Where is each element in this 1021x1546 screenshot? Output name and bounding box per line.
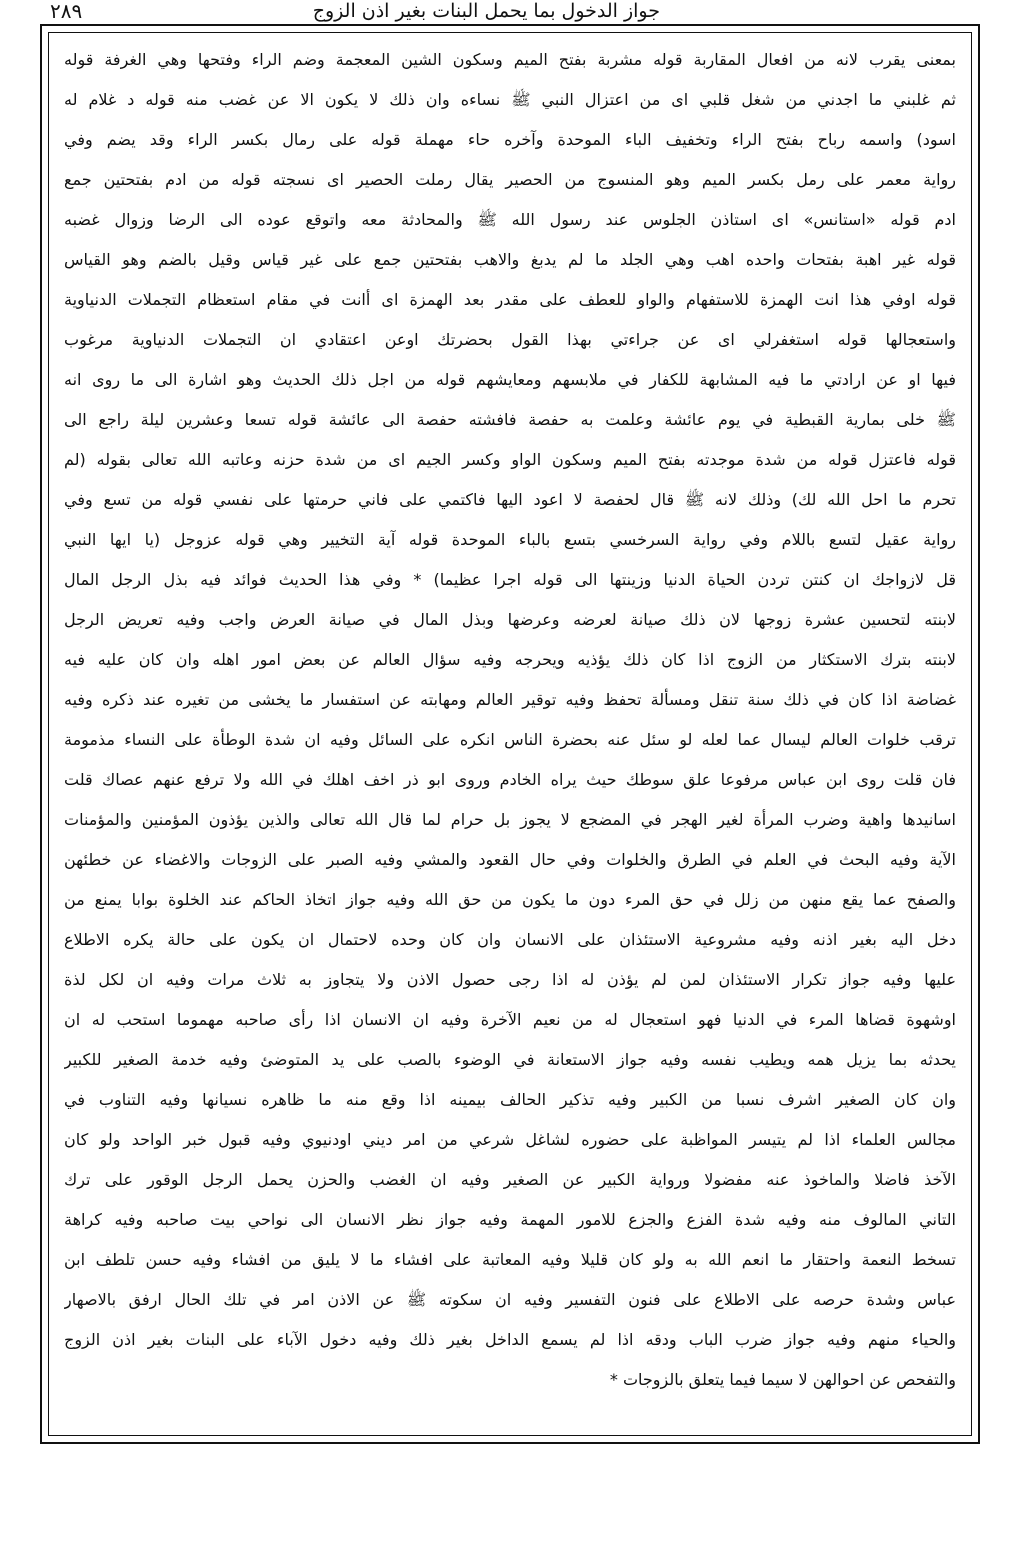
- text-line: الآية وفيه البحث في العلم في الطرق والخلوات وفي حال القعود والمشي وفيه الصبر على الزوجات والاغضاء عن خطئهن: [64, 850, 956, 869]
- text-line: قوله غير اهبة بفتحات واحده اهب وهي الجلد ما لم يدبغ والاهب بفتحتين جمع على غير قياس وقيل بالضم وهو القياس: [64, 250, 956, 269]
- text-line: والصفح عما يقع منهن من زلل في حق المرء دون ما يكون من حق الله وفيه جواز اتخاذ الحاكم عند الخلوة بوابا يمنع من: [64, 890, 956, 909]
- running-header-title: جواز الدخول بما يحمل البنات بغير اذن الزوج: [312, 0, 660, 22]
- text-line: اسانيدها واهية وضرب المرأة لغير الهجر في المضجع لا يجوز بل حرام لما قال الله تعالى والذين يؤذون المؤمنين والمؤمنات: [64, 810, 956, 829]
- text-line: قوله فاعتزل قوله من شدة موجدته بفتح الميم وسكون الواو وكسر الجيم اى من شدة حزنه وعاتبه الله تعالى بقوله (لم: [64, 450, 956, 469]
- text-line: ادم قوله «استانس» اى استاذن الجلوس عند رسول الله ﷺ والمحادثة معه واتوقع عوده الى الرضا وزوال غضبه: [64, 210, 956, 229]
- text-line: تحرم ما احل الله لك) وذلك لانه ﷺ قال لحفصة لا اعود اليها فاكتمي على فاني حرمتها على نفسي قوله من تسع وفي: [64, 490, 956, 509]
- text-line: دخل اليه بغير اذنه وفيه مشروعية الاستئذان على الانسان وان كان وحده لاحتمال ان يكون على حالة يكره الاطلاع: [64, 930, 956, 949]
- text-line: التاني المالوف منه وفيه شدة الفزع والجزع للامور المهمة وفيه جواز نظر الانسان الى نواحي بيت صاحبه وفيه كراهة: [64, 1210, 956, 1229]
- text-line: يحدثه بما يزيل همه ويطيب نفسه وفيه جواز الاستعانة في الوضوء بالصب على يد المتوضئ وفيه خدمة الصغير للكبير: [64, 1050, 956, 1069]
- text-line: عباس وشدة حرصه على الاطلاع على فنون التفسير وفيه ان سكوته ﷺ عن الاذن امر في تلك الحال ارفق بالاصهار: [64, 1290, 956, 1309]
- text-line: الآخذ فاضلا والماخوذ عنه مفضولا ورواية الكبير عن الصغير وفيه ان الغضب والحزن يحمل الرجل الوقور على ترك: [64, 1170, 956, 1189]
- text-line: مجالس العلماء اذا لم يتيسر المواظبة على حضوره لشاغل شرعي من امر ديني اودنيوي وفيه قبول خبر الواحد ولو كان: [64, 1130, 956, 1149]
- text-line: ﷺ خلى بمارية القبطية في يوم عائشة وعلمت به حفصة فافشته حفصة الى عائشة قوله تسعا وعشرين ليلة راجع الى: [64, 410, 956, 429]
- text-line: اسود) واسمه رباح بفتح الراء وتخفيف الباء الموحدة وآخره حاء مهملة قوله على رمال بكسر الراء وقد يضم وفي: [64, 130, 956, 149]
- text-line: اوشهوة قضاها المرء في الدنيا فهو استعجال له من نعيم الآخرة وفيه ان الانسان اذا رأى صاحبه مهموما استحب له ان: [64, 1010, 956, 1029]
- text-line: بمعنى يقرب لانه من افعال المقاربة قوله مشربة بفتح الميم وسكون الشين المعجمة وضم الراء وفتحها وهي الغرفة قوله: [64, 50, 956, 69]
- text-line: والحياء منهم وفيه جواز ضرب الباب ودقه اذا لم يسمع الداخل بغير ذلك وفيه دخول الآباء على البنات بغير اذن الزوج: [64, 1330, 956, 1349]
- text-line: تسخط النعمة واحتقار ما انعم الله به ولو كان قليلا وفيه المعاتبة على افشاء ما لا يليق من افشاء وفيه حسن تلطف ابن: [64, 1250, 956, 1269]
- text-line: والتفحص عن احوالهن لا سيما فيما يتعلق بالزوجات *: [609, 1370, 956, 1389]
- text-line: لابنته لتحسين عشرة زوجها لان ذلك صيانة لعرضه وعرضها وبذل المال في صيانة العرض واجب وفيه تعريض الرجل: [64, 610, 956, 629]
- text-line: عليها وفيه جواز تكرار الاستئذان لمن لم يؤذن له اذا رجى حصول الاذن ولا يتجاوز به ثلاث مرات وفيه ان لكل لذة: [64, 970, 956, 989]
- text-line: وان كان الصغير اشرف نسبا من الكبير وفيه تذكير الحالف بيمينه اذا وقع منه ما ظاهره نسيانها وفيه التناوب في: [64, 1090, 956, 1109]
- page-number: ٢٨٩: [50, 0, 83, 23]
- commentary-text: [64, 40, 956, 1420]
- text-line: فيها او عن ارادتي ما فيه المشابهة للكفار في ملابسهم ومعايشهم قوله من اجل ذلك الحديث وهو اشارة الى ما روى انه: [64, 370, 956, 389]
- text-line: رواية معمر على رمل بكسر الميم وهو المنسوج من الحصير يقال رملت الحصير اى نسجته قوله من ادم بفتحتين جمع: [64, 170, 956, 189]
- text-line: ترقب خلوات العالم ليسال عما لعله لو سئل عنه بحضرة الناس انكره على السائل وفيه ان شدة الوطأة على النساء مذمومة: [64, 730, 956, 749]
- text-line: فان قلت روى ابن عباس مرفوعا علق سوطك حيث يراه الخادم وروى ابو ذر اخف اهلك في الله ولا ترفع عنهم عصاك قلت: [64, 770, 956, 789]
- text-line: قوله اوفي هذا انت الهمزة للاستفهام والواو للعطف على مقدر بعد الهمزة اى أانت في مقام استعظام التجملات الدنياوية: [64, 290, 956, 309]
- text-line: رواية عقيل لتسع باللام وفي رواية السرخسي بتسع بالباء الموحدة قوله آية التخيير وهي قوله عزوجل (يا ايها النبي: [64, 530, 956, 549]
- text-line: قل لازواجك ان كنتن تردن الحياة الدنيا وزينتها الى قوله اجرا عظيما) * وفي هذا الحديث فوائد فيه بذل الرجل المال: [64, 570, 956, 589]
- text-line: واستعجالها قوله استغفرلي اى عن جراءتي بهذا القول بحضرتك اوعن اعتقادي ان التجملات الدنياوية مرغوب: [64, 330, 956, 349]
- text-line: ثم غلبني ما اجدني من شغل قلبي اى من اعتزال النبي ﷺ نساءه وان ذلك لا يكون الا عن غضب منه قوله د غلام له: [64, 90, 956, 109]
- text-line: لابنته بترك الاستكثار من الزوج اذا كان ذلك يؤذيه ويحرجه وفيه سؤال العالم عن بعض امور اهله وان كان عليه فيه: [64, 650, 956, 669]
- text-line: غضاضة اذا كان في ذلك سنة تنقل ومسألة تحفظ وفيه توقير العالم ومهابته عن استفسار ما يخشى من تغيره عند ذكره وفيه: [64, 690, 956, 709]
